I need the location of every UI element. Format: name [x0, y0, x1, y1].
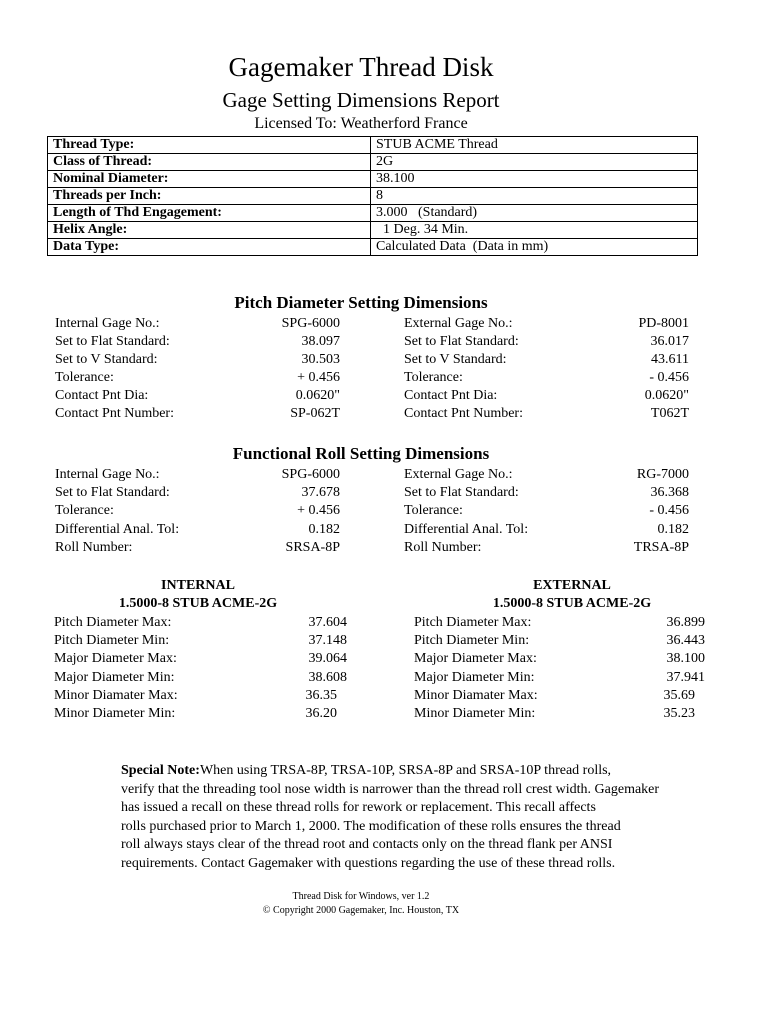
- external-limit-row: [414, 632, 705, 650]
- info-value: Calculated Data (Data in mm): [371, 239, 698, 256]
- row-value: TRSA-8P: [633, 540, 689, 555]
- pitch-internal-row: [55, 315, 340, 333]
- license-line: Licensed To: Weatherford France: [254, 115, 468, 132]
- row-value: SPG-6000: [281, 316, 340, 331]
- footer-copyright: © Copyright 2000 Gagemaker, Inc. Houston, TX: [262, 905, 460, 916]
- row-value: 0.182: [657, 522, 689, 537]
- roll-external-row: [404, 521, 689, 539]
- row-label: Internal Gage No.:: [55, 316, 160, 331]
- row-label: Set to Flat Standard:: [404, 485, 519, 500]
- note-line: rolls purchased prior to March 1, 2000. The modification of these rolls ensures the thread: [121, 818, 621, 834]
- row-label: Tolerance:: [404, 370, 463, 385]
- row-value: PD-8001: [638, 316, 689, 331]
- roll-external-row: [404, 466, 689, 484]
- roll-section-heading: Functional Roll Setting Dimensions: [232, 444, 490, 463]
- external-limit-row: [414, 669, 705, 687]
- report-subtitle: Gage Setting Dimensions Report: [222, 88, 500, 112]
- info-value: 2G: [371, 154, 698, 171]
- row-label: Contact Pnt Dia:: [55, 388, 149, 403]
- external-limit-row: [414, 614, 705, 632]
- note-line: roll always stays clear of the thread root and contacts only on the thread flank per ANSI: [121, 837, 613, 852]
- row-label: Set to Flat Standard:: [55, 485, 170, 500]
- row-label: Tolerance:: [55, 370, 114, 385]
- special-note: [121, 762, 731, 873]
- row-value: 36.20: [305, 706, 337, 721]
- note-line: verify that the threading tool nose width is narrower than the thread roll crest width. Gagemaker: [121, 781, 660, 797]
- row-label: Contact Pnt Dia:: [404, 388, 498, 403]
- row-value: 0.0620": [295, 388, 340, 403]
- row-value: + 0.456: [297, 503, 340, 518]
- info-value: 3.000 (Standard): [371, 205, 698, 222]
- row-label: Set to Flat Standard:: [55, 334, 170, 349]
- table-row: [48, 188, 698, 205]
- row-label: Internal Gage No.:: [55, 467, 160, 482]
- table-row: [48, 154, 698, 171]
- pitch-internal-row: [55, 333, 340, 351]
- note-label: Special Note:: [121, 763, 200, 778]
- roll-external-row: [404, 502, 689, 520]
- row-label: Differential Anal. Tol:: [55, 522, 180, 537]
- row-label: Minor Diameter Min:: [414, 706, 536, 721]
- external-limit-row: [414, 687, 705, 705]
- row-value: T062T: [650, 406, 689, 421]
- row-value: 37.941: [666, 670, 705, 685]
- pitch-internal-row: [55, 369, 340, 387]
- row-label: Minor Diameter Min:: [54, 706, 176, 721]
- row-label: Differential Anal. Tol:: [404, 522, 529, 537]
- pitch-external-row: [404, 333, 689, 351]
- row-value: 35.69: [663, 688, 695, 703]
- row-value: SRSA-8P: [285, 540, 340, 555]
- row-label: Pitch Diameter Min:: [54, 633, 170, 648]
- table-row: [48, 239, 698, 256]
- internal-limit-row: [54, 687, 347, 705]
- row-value: 36.368: [650, 485, 689, 500]
- row-label: Tolerance:: [55, 503, 114, 518]
- row-label: Tolerance:: [404, 503, 463, 518]
- row-value: - 0.456: [649, 370, 689, 385]
- info-label: Data Type:: [48, 239, 371, 256]
- row-label: External Gage No.:: [404, 316, 513, 331]
- footer-version: Thread Disk for Windows, ver 1.2: [292, 891, 430, 902]
- internal-limit-row: [54, 614, 347, 632]
- row-label: Contact Pnt Number:: [55, 406, 174, 421]
- internal-limit-row: [54, 650, 347, 668]
- row-value: 36.899: [666, 615, 705, 630]
- row-value: 43.611: [651, 352, 689, 367]
- pitch-external-row: [404, 387, 689, 405]
- row-label: Set to Flat Standard:: [404, 334, 519, 349]
- pitch-internal-row: [55, 387, 340, 405]
- roll-internal-row: [55, 502, 340, 520]
- row-value: 36.017: [650, 334, 689, 349]
- roll-internal-row: [55, 466, 340, 484]
- info-label: Nominal Diameter:: [48, 171, 371, 188]
- row-value: SP-062T: [290, 406, 340, 421]
- pitch-section-heading: Pitch Diameter Setting Dimensions: [234, 293, 488, 312]
- row-value: 38.100: [666, 651, 705, 666]
- row-value: 38.097: [301, 334, 340, 349]
- external-spec: 1.5000-8 STUB ACME-2G: [492, 596, 652, 611]
- row-label: Major Diameter Min:: [414, 670, 535, 685]
- roll-internal-row: [55, 521, 340, 539]
- row-label: Contact Pnt Number:: [404, 406, 523, 421]
- pitch-external-row: [404, 315, 689, 333]
- row-label: External Gage No.:: [404, 467, 513, 482]
- internal-spec: 1.5000-8 STUB ACME-2G: [118, 596, 278, 611]
- note-line: has issued a recall on these thread rolls for rework or replacement. This recall affects: [121, 800, 596, 815]
- info-label: Helix Angle:: [48, 222, 371, 239]
- row-value: 37.604: [308, 615, 347, 630]
- row-value: 39.064: [308, 651, 347, 666]
- row-label: Set to V Standard:: [404, 352, 507, 367]
- roll-internal-row: [55, 484, 340, 502]
- info-value: 8: [371, 188, 698, 205]
- info-value: 1 Deg. 34 Min.: [371, 222, 698, 239]
- roll-internal-row: [55, 539, 340, 557]
- row-label: Pitch Diameter Max:: [54, 615, 172, 630]
- row-label: Major Diameter Min:: [54, 670, 175, 685]
- row-value: + 0.456: [297, 370, 340, 385]
- table-row: [48, 137, 698, 154]
- info-label: Class of Thread:: [48, 154, 371, 171]
- internal-limit-row: [54, 632, 347, 650]
- info-label: Thread Type:: [48, 137, 371, 154]
- row-label: Roll Number:: [404, 540, 482, 555]
- pitch-external-row: [404, 351, 689, 369]
- external-heading: EXTERNAL: [533, 578, 611, 593]
- row-label: Pitch Diameter Min:: [414, 633, 530, 648]
- row-value: 35.23: [663, 706, 695, 721]
- pitch-internal-row: [55, 351, 340, 369]
- row-label: Major Diameter Max:: [414, 651, 537, 666]
- pitch-external-row: [404, 405, 689, 423]
- note-line: requirements. Contact Gagemaker with questions regarding the use of these thread rolls.: [121, 855, 616, 871]
- roll-external-row: [404, 484, 689, 502]
- row-label: Roll Number:: [55, 540, 133, 555]
- row-value: 0.182: [308, 522, 340, 537]
- row-label: Pitch Diameter Max:: [414, 615, 532, 630]
- table-row: [48, 171, 698, 188]
- external-limit-row: [414, 650, 705, 668]
- thread-info-table: [47, 136, 698, 256]
- info-value: STUB ACME Thread: [371, 137, 698, 154]
- row-value: 37.678: [301, 485, 340, 500]
- row-label: Minor Diamater Max:: [54, 688, 178, 703]
- report-title: Gagemaker Thread Disk: [228, 52, 494, 82]
- table-row: [48, 205, 698, 222]
- info-value: 38.100: [371, 171, 698, 188]
- external-limit-row: [414, 705, 705, 723]
- internal-limit-row: [54, 669, 347, 687]
- pitch-internal-row: [55, 405, 340, 423]
- table-row: [48, 222, 698, 239]
- roll-external-row: [404, 539, 689, 557]
- row-value: 30.503: [301, 352, 340, 367]
- row-value: 0.0620": [644, 388, 689, 403]
- row-value: 38.608: [308, 670, 347, 685]
- internal-limit-row: [54, 705, 347, 723]
- info-label: Length of Thd Engagement:: [48, 205, 371, 222]
- note-line: [121, 762, 731, 781]
- note-text: When using TRSA-8P, TRSA-10P, SRSA-8P and SRSA-10P thread rolls,: [199, 763, 612, 778]
- info-label: Threads per Inch:: [48, 188, 371, 205]
- row-label: Major Diameter Max:: [54, 651, 177, 666]
- row-value: 36.35: [305, 688, 337, 703]
- row-label: Set to V Standard:: [55, 352, 158, 367]
- internal-heading: INTERNAL: [161, 578, 235, 593]
- row-value: SPG-6000: [281, 467, 340, 482]
- row-value: - 0.456: [649, 503, 689, 518]
- row-label: Minor Diamater Max:: [414, 688, 538, 703]
- row-value: 37.148: [308, 633, 347, 648]
- pitch-external-row: [404, 369, 689, 387]
- row-value: RG-7000: [636, 467, 689, 482]
- row-value: 36.443: [666, 633, 705, 648]
